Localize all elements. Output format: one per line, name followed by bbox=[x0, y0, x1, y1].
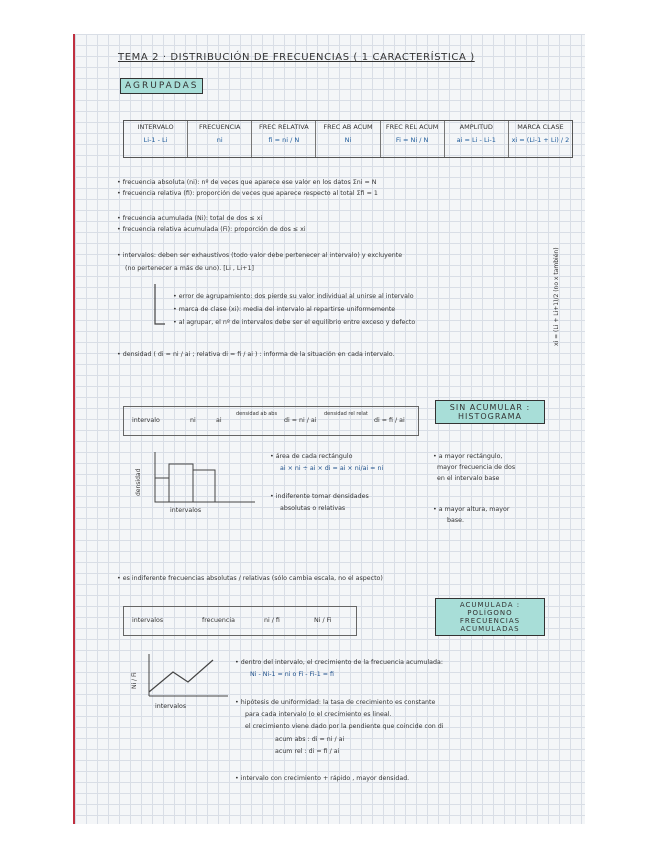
acum-cell: intervalos bbox=[132, 617, 164, 624]
hist-note: • área de cada rectángulo bbox=[270, 453, 353, 460]
hist-cell: intervalo bbox=[132, 417, 160, 424]
bracket-item: • marca de clase (xi): media del intervalo al repartirse uniformemente bbox=[173, 306, 396, 313]
page-title: TEMA 2 · DISTRIBUCIÓN DE FRECUENCIAS ( 1 CARACTERÍSTICA ) bbox=[118, 52, 475, 63]
hist-cell: ni bbox=[190, 417, 196, 424]
def-line: • frecuencia absoluta (ni): nº de veces que aparece ese valor en los datos Σni = N bbox=[117, 179, 377, 186]
acum-badge-line: ACUMULADA : bbox=[459, 601, 521, 609]
side-note: xi = (Li + Li+1)/2 (no x también) bbox=[553, 247, 560, 346]
acum-note: Ni - Ni-1 = ni o Fi - Fi-1 = fi bbox=[250, 671, 334, 678]
def-line: • intervalos: deben ser exhaustivos (todo valor debe pertenecer al intervalo) y excluyente bbox=[117, 252, 403, 259]
def-line: • frecuencia relativa acumulada (Fi): proporción de dos ≤ xi bbox=[117, 226, 306, 233]
def-line: (no pertenecer a más de uno). [Li , Li+1] bbox=[125, 265, 254, 272]
hist-right-note: base. bbox=[447, 517, 465, 524]
histogram-bar bbox=[169, 464, 193, 502]
hist-note: ai × ni ÷ ai × di = ai × ni/ai = ni bbox=[280, 465, 384, 472]
hist-right-note: • a mayor altura, mayor bbox=[433, 506, 510, 513]
polygon-plot bbox=[143, 654, 233, 704]
hist-x-axis-label: intervalos bbox=[170, 507, 202, 514]
bracket-item: • error de agrupamiento: dos pierde su valor individual al unirse al intervalo bbox=[173, 293, 414, 300]
header-table bbox=[123, 120, 573, 158]
hist-cell: densidad rel relat bbox=[324, 411, 368, 417]
acum-note: • hipótesis de uniformidad: la tasa de crecimiento es constante bbox=[235, 699, 436, 706]
densidad-line: • densidad ( di = ni / ai ; relativa di = fi / ai ) : informa de la situación en cada intervalo. bbox=[117, 351, 395, 358]
header-cell: FREC RELATIVA fi = ni / N bbox=[252, 121, 316, 157]
hist-cell: densidad ab abs bbox=[236, 411, 278, 417]
histogram-bar bbox=[155, 478, 169, 502]
def-line: • frecuencia relativa (fi): proporción de veces que aparece respecto al total Σfi = 1 bbox=[117, 190, 378, 197]
acum-badge bbox=[435, 598, 545, 636]
acum-x-axis-label: intervalos bbox=[155, 703, 187, 710]
header-cell: AMPLITUD ai = Li - Li-1 bbox=[445, 121, 509, 157]
header-cell: FRECUENCIA ni bbox=[188, 121, 252, 157]
histogram-bar bbox=[193, 470, 215, 502]
acum-note: el crecimiento viene dado por la pendiente que coincide con di bbox=[245, 723, 444, 730]
bracket-item: • al agrupar, el nº de intervalos debe ser el equilibrio entre exceso y defecto bbox=[173, 319, 416, 326]
hist-cell: ai bbox=[216, 417, 222, 424]
hist-cell: di = ni / ai bbox=[284, 417, 317, 424]
acum-y-axis-label: Ni / Fi bbox=[131, 672, 138, 689]
acum-badge-line: POLÍGONO FRECUENCIAS bbox=[459, 609, 521, 625]
hist-right-note: mayor frecuencia de dos bbox=[437, 464, 516, 471]
histogram-plot bbox=[145, 452, 265, 512]
acum-note: acum abs : di = ni / ai bbox=[275, 736, 345, 743]
hist-badge-line: SIN ACUMULAR : bbox=[449, 403, 531, 412]
acum-cell: ni / fi bbox=[264, 617, 280, 624]
acum-badge-line: ACUMULADAS bbox=[460, 625, 520, 633]
header-cell: INTERVALO Li-1 - Li bbox=[124, 121, 188, 157]
hist-cell: di = fi / ai bbox=[374, 417, 405, 424]
acum-note: • dentro del intervalo, el crecimiento de la frecuencia acumulada: bbox=[235, 659, 443, 666]
acum-cell: Ni / Fi bbox=[314, 617, 332, 624]
header-cell: MARCA CLASE xi = (Li-1 + Li) / 2 bbox=[511, 123, 570, 144]
hist-table bbox=[123, 406, 419, 436]
polygon-line bbox=[149, 660, 213, 692]
hist-note: absolutas o relativas bbox=[280, 505, 346, 512]
acum-note: • intervalo con crecimiento + rápido , mayor densidad. bbox=[235, 775, 410, 782]
hist-right-note: • a mayor rectángulo, bbox=[433, 453, 503, 460]
acum-cell: frecuencia bbox=[202, 617, 235, 624]
hist-note: • indiferente tomar densidades bbox=[270, 493, 369, 500]
hist-y-axis-label: densidad bbox=[135, 468, 142, 496]
header-cell: FREC REL ACUM Fi = Ni / N bbox=[381, 121, 445, 157]
acum-table bbox=[123, 606, 357, 636]
header-cell: FREC AB ACUM Ni bbox=[316, 121, 380, 157]
notebook-page bbox=[73, 34, 585, 824]
hist-badge bbox=[435, 400, 545, 424]
acum-note: acum rel : di = fi / ai bbox=[275, 748, 340, 755]
hist-right-note: en el intervalo base bbox=[437, 475, 500, 482]
acum-note: para cada intervalo (o el crecimiento es lineal. bbox=[245, 711, 392, 718]
hist-badge-line: HISTOGRAMA bbox=[458, 412, 522, 421]
indiferente-line: • es indiferente frecuencias absolutas / relativas (sólo cambia escala, no el aspecto) bbox=[117, 575, 383, 582]
agrupadas-badge: AGRUPADAS bbox=[120, 78, 203, 94]
def-line: • frecuencia acumulada (Ni): total de dos ≤ xi bbox=[117, 215, 263, 222]
